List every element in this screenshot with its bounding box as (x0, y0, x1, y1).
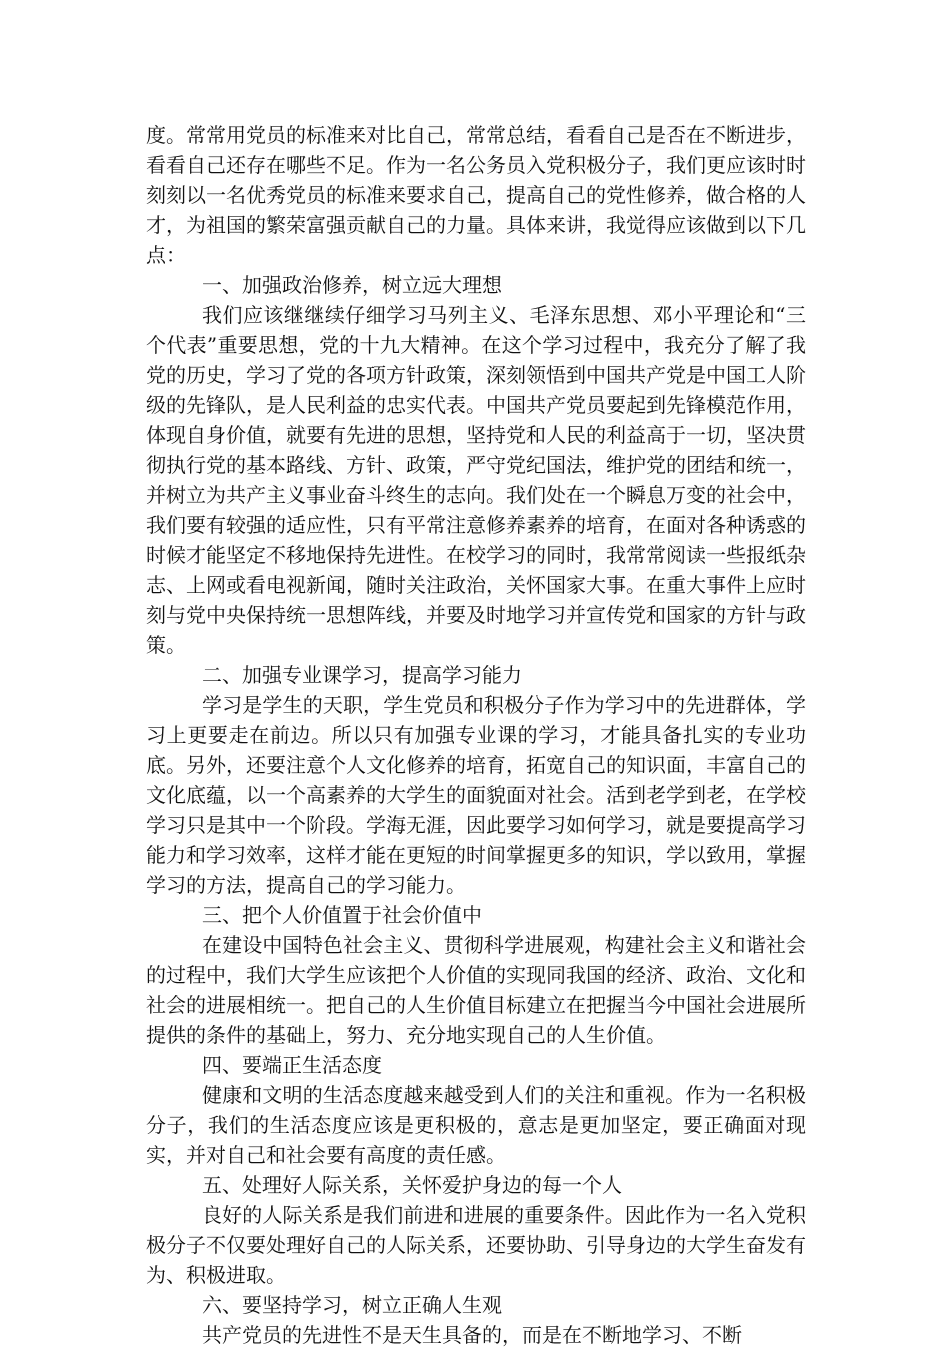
body-paragraph: 健康和文明的生活态度越来越受到人们的关注和重视。作为一名积极分子，我们的生活态度应该是更积极的，意志是更加坚定，要正确面对现实，并对自己和社会要有高度的责任感。 (146, 1083, 806, 1167)
body-paragraph: 学习是学生的天职，学生党员和积极分子作为学习中的先进群体，学习上更要走在前边。所以只有加强专业课的学习，才能具备扎实的专业功底。另外，还要注意个人文化修养的培育，拓宽自己的知识面，丰富自己的文化底蕴，以一个高素养的大学生的面貌面对社会。活到老学到老，在学校学习只是其中一个阶段。学海无涯，因此要学习如何学习，就是要提高学习能力和学习效率，这样才能在更短的时间掌握更多的知识，学以致用，掌握学习的方法，提高自己的学习能力。 (146, 693, 806, 897)
body-paragraph: 我们应该继继续仔细学习马列主义、毛泽东思想、邓小平理论和“三个代表”重要思想，党的十九大精神。在这个学习过程中，我充分了解了我党的历史，学习了党的各项方针政策，深刻领悟到中国共产党是中国工人阶级的先锋队，是人民利益的忠实代表。中国共产党员要起到先锋模范作用，体现自身价值，就要有先进的思想，坚持党和人民的利益高于一切，坚决贯彻执行党的基本路线、方针、政策，严守党纪国法，维护党的团结和统一，并树立为共产主义事业奋斗终生的志向。我们处在一个瞬息万变的社会中，我们要有较强的适应性，只有平常注意修养素养的培育，在面对各种诱惑的时候才能坚定不移地保持先进性。在校学习的同时，我常常阅读一些报纸杂志、上网或看电视新闻，随时关注政治，关怀国家大事。在重大事件上应时刻与党中央保持统一思想阵线，并要及时地学习并宣传党和国家的方针与政策。 (146, 303, 806, 657)
body-paragraph: 在建设中国特色社会主义、贯彻科学进展观，构建社会主义和谐社会的过程中，我们大学生应该把个人价值的实现同我国的经济、政治、文化和社会的进展相统一。把自己的人生价值目标建立在把握当今中国社会进展所提供的条件的基础上，努力、充分地实现自己的人生价值。 (146, 933, 806, 1047)
body-paragraph-continued: 度。常常用党员的标准来对比自己，常常总结，看看自己是否在不断进步，看看自己还存在哪些不足。作为一名公务员入党积极分子，我们更应该时时刻刻以一名优秀党员的标准来要求自己，提高自己的党性修养，做合格的人才，为祖国的繁荣富强贡献自己的力量。具体来讲，我觉得应该做到以下几点： (146, 123, 806, 267)
document-page (146, 120, 806, 1350)
section-heading-4: 四、要端正生活态度 (202, 1053, 382, 1077)
body-paragraph: 共产党员的先进性不是天生具备的，而是在不断地学习、不断 (202, 1323, 742, 1347)
section-heading-3: 三、把个人价值置于社会价值中 (202, 903, 482, 927)
section-heading-6: 六、要坚持学习，树立正确人生观 (202, 1293, 502, 1317)
section-heading-1: 一、加强政治修养，树立远大理想 (202, 273, 502, 297)
section-heading-2: 二、加强专业课学习，提高学习能力 (202, 663, 522, 687)
section-heading-5: 五、处理好人际关系，关怀爱护身边的每一个人 (202, 1173, 622, 1197)
body-paragraph: 良好的人际关系是我们前进和进展的重要条件。因此作为一名入党积极分子不仅要处理好自己的人际关系，还要协助、引导身边的大学生奋发有为、积极进取。 (146, 1203, 806, 1287)
